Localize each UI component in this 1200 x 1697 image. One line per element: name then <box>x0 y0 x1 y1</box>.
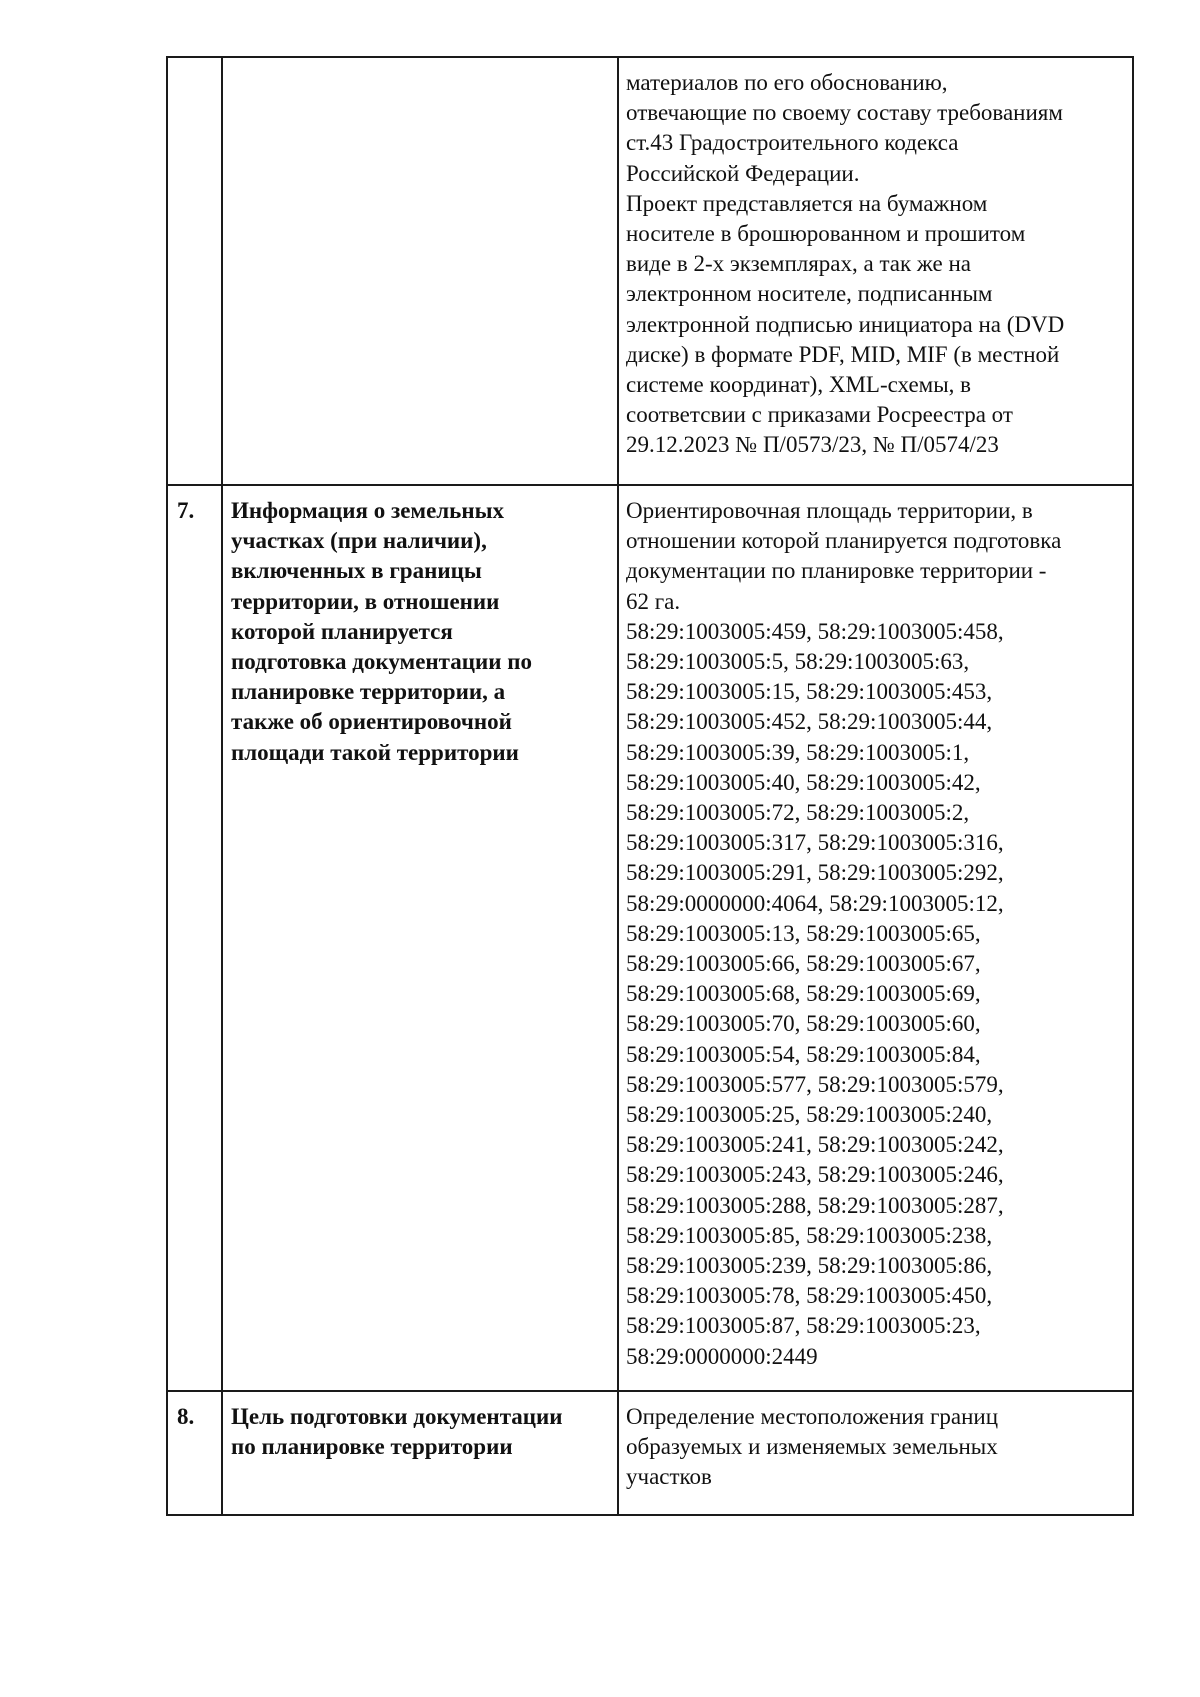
value-line: 58:29:1003005:70, 58:29:1003005:60, <box>626 1011 981 1037</box>
label-line: площади такой территории <box>231 739 519 765</box>
value-line: 58:29:1003005:452, 58:29:1003005:44, <box>626 709 993 735</box>
value-line: материалов по его обоснованию, <box>626 70 948 95</box>
value-line: 58:29:1003005:72, 58:29:1003005:2, <box>626 800 970 826</box>
row-value-cell <box>618 57 1133 485</box>
label-line: планировке территории, а <box>231 679 506 705</box>
value-line: образуемых и изменяемых земельных <box>626 1434 998 1460</box>
value-line: электронном носителе, подписанным <box>626 281 993 307</box>
value-line: 58:29:0000000:2449 <box>626 1343 818 1369</box>
value-line: 58:29:1003005:317, 58:29:1003005:316, <box>626 830 1004 856</box>
label-line: по планировке территории <box>231 1434 513 1460</box>
value-line: 58:29:1003005:291, 58:29:1003005:292, <box>626 860 1004 886</box>
value-line: соответсвии с приказами Росреестра от <box>626 402 1013 428</box>
value-line: 58:29:1003005:66, 58:29:1003005:67, <box>626 951 981 977</box>
label-line: Цель подготовки документации <box>231 1404 563 1429</box>
row-label-cell <box>222 1391 618 1515</box>
table-row <box>167 485 1133 1391</box>
value-line: 58:29:1003005:39, 58:29:1003005:1, <box>626 739 970 765</box>
label-line: территории, в отношении <box>231 588 500 614</box>
value-line: Ориентировочная площадь территории, в <box>626 498 1033 523</box>
row-value-cell <box>618 485 1133 1391</box>
value-line: носителе в брошюрованном и прошитом <box>626 221 1026 247</box>
value-line: Российской Федерации. <box>626 160 860 186</box>
value-line: отвечающие по своему составу требованиям <box>626 100 1063 126</box>
value-line: диске) в формате PDF, MID, MIF (в местной <box>626 341 1060 367</box>
table-row <box>167 1391 1133 1515</box>
value-line: Проект представляется на бумажном <box>626 190 988 216</box>
value-line: участков <box>626 1464 712 1490</box>
value-line: отношении которой планируется подготовка <box>626 528 1062 554</box>
value-line: 58:29:1003005:87, 58:29:1003005:23, <box>626 1313 981 1339</box>
label-line: также об ориентировочной <box>231 709 512 735</box>
value-line: 58:29:1003005:459, 58:29:1003005:458, <box>626 618 1004 644</box>
value-line: 62 га. <box>626 588 681 614</box>
value-line: 29.12.2023 № П/0573/23, № П/0574/23 <box>626 432 999 458</box>
label-line: которой планируется <box>231 618 453 644</box>
value-line: 58:29:1003005:239, 58:29:1003005:86, <box>626 1253 993 1279</box>
value-line: 58:29:1003005:5, 58:29:1003005:63, <box>626 649 970 675</box>
value-line: 58:29:1003005:78, 58:29:1003005:450, <box>626 1283 993 1309</box>
value-line: электронной подписью инициатора на (DVD <box>626 311 1065 337</box>
value-line: 58:29:0000000:4064, 58:29:1003005:12, <box>626 890 1004 916</box>
label-line: участках (при наличии), <box>231 528 487 554</box>
value-line: 58:29:1003005:243, 58:29:1003005:246, <box>626 1162 1004 1188</box>
value-line: Определение местоположения границ <box>626 1404 999 1429</box>
value-line: 58:29:1003005:85, 58:29:1003005:238, <box>626 1222 993 1248</box>
row-label-cell <box>222 57 618 485</box>
row-number-cell <box>167 57 222 485</box>
value-line: 58:29:1003005:241, 58:29:1003005:242, <box>626 1132 1004 1158</box>
requirements-table <box>166 56 1134 1516</box>
value-line: 58:29:1003005:288, 58:29:1003005:287, <box>626 1192 1004 1218</box>
value-line: 58:29:1003005:40, 58:29:1003005:42, <box>626 769 981 795</box>
value-line: 58:29:1003005:13, 58:29:1003005:65, <box>626 920 981 946</box>
value-line: 58:29:1003005:577, 58:29:1003005:579, <box>626 1071 1004 1097</box>
value-line: документации по планировке территории - <box>626 558 1047 584</box>
row-value-cell <box>618 1391 1133 1515</box>
row-number-cell: 8. <box>167 1391 222 1515</box>
value-line: 58:29:1003005:68, 58:29:1003005:69, <box>626 981 981 1007</box>
value-line: виде в 2-х экземплярах, а так же на <box>626 251 971 277</box>
value-line: системе координат), XML-схемы, в <box>626 372 972 398</box>
table-row <box>167 57 1133 485</box>
label-line: подготовка документации по <box>231 649 533 675</box>
label-line: включенных в границы <box>231 558 482 584</box>
value-line: 58:29:1003005:25, 58:29:1003005:240, <box>626 1102 993 1128</box>
value-line: 58:29:1003005:54, 58:29:1003005:84, <box>626 1041 981 1067</box>
row-number-cell: 7. <box>167 485 222 1391</box>
row-label-cell <box>222 485 618 1391</box>
value-line: 58:29:1003005:15, 58:29:1003005:453, <box>626 679 993 705</box>
label-line: Информация о земельных <box>231 498 505 523</box>
value-line: ст.43 Градостроительного кодекса <box>626 130 959 156</box>
